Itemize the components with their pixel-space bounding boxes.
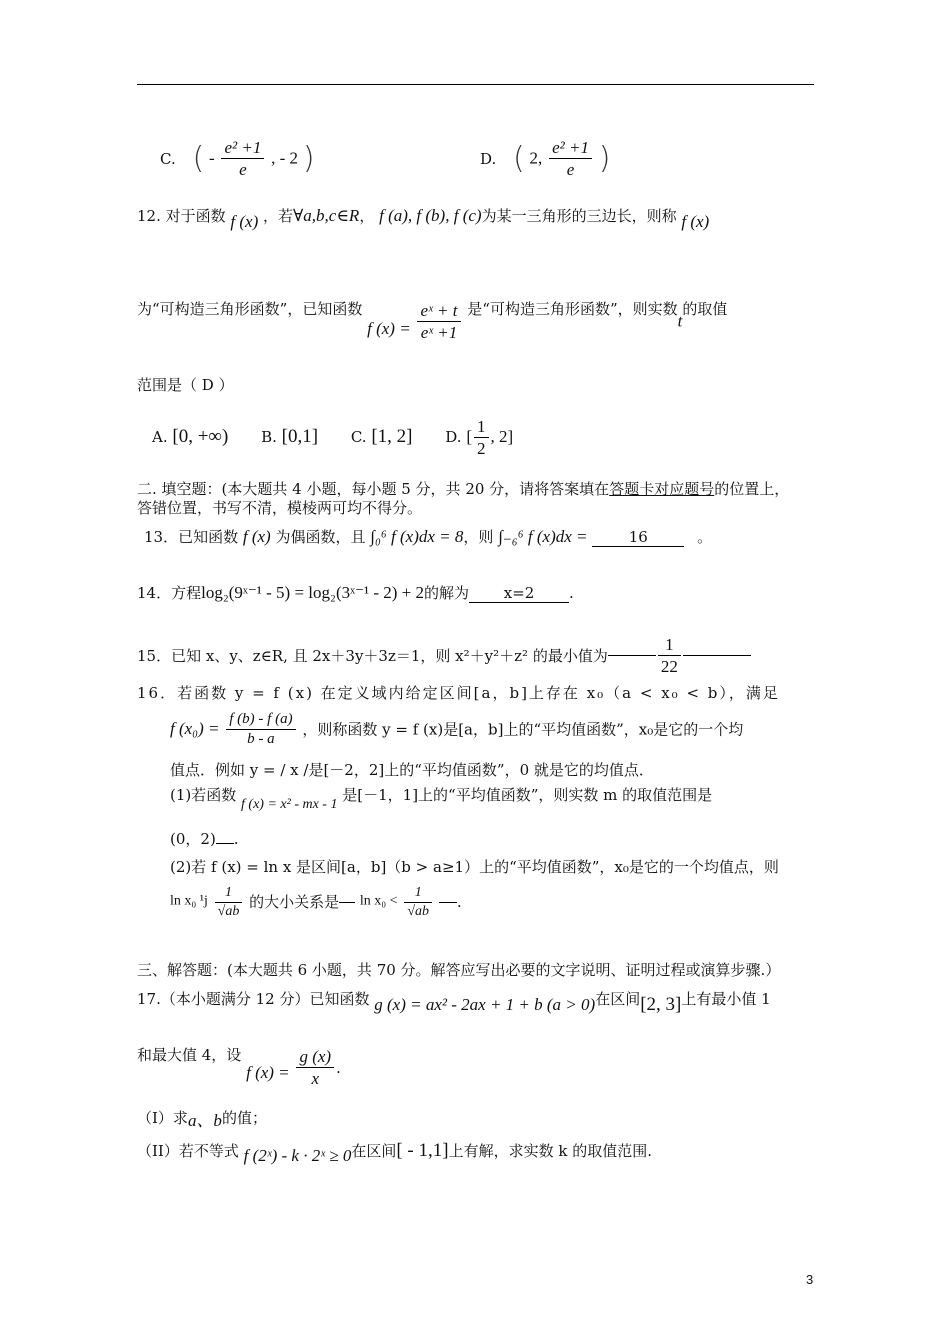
text: 13．已知函数: [144, 528, 239, 546]
text: (1)若函数: [170, 786, 237, 804]
numerator: e² +1: [221, 137, 264, 159]
math-inequality: f (2ˣ) - k · 2ˣ ≥ 0: [243, 1146, 352, 1165]
text: 在区间: [351, 1142, 397, 1160]
right-paren: ): [302, 140, 315, 176]
text: 是“可构造三角形函数”，则实数: [467, 300, 678, 318]
left-term: 2,: [529, 148, 543, 168]
text: 15．已知 x、y、z∈R, 且 2x＋3y＋3z＝1，则 x²＋y²＋z² 的最小值为: [137, 646, 608, 665]
text: 是[－1，1]上的“平均值函数”，则实数 m 的取值范围是: [342, 786, 713, 804]
math-equation: log₂(9ˣ⁻¹ - 5) = log₂(3ˣ⁻¹ - 2) + 2: [201, 583, 425, 602]
q12-line3: [137, 376, 234, 394]
text: .: [569, 584, 574, 602]
denominator: 22: [660, 657, 678, 677]
right-paren: ): [598, 140, 611, 176]
numerator: eˣ + t: [417, 300, 460, 322]
q14: [137, 583, 574, 603]
text: 为“可构造三角形函数”，已知函数: [137, 300, 363, 318]
minus-sign: -: [209, 148, 215, 168]
q17-part2: [137, 1140, 652, 1163]
text: .: [336, 1058, 341, 1077]
option-label: D.: [480, 149, 497, 168]
math-fx: f (x): [230, 212, 259, 231]
q12-line2: [137, 300, 727, 344]
q16-part2-line2: [170, 884, 462, 920]
answer: (0，2): [170, 830, 216, 848]
math-vars: a、b: [187, 1111, 222, 1130]
text: 范围是（ D ）: [137, 376, 234, 394]
page-number: 3: [806, 1272, 814, 1287]
text: 。: [697, 528, 713, 546]
denominator: e: [239, 160, 247, 180]
denominator: e: [566, 160, 575, 180]
text: （II）若不等式: [137, 1142, 239, 1160]
section3-heading: [137, 961, 780, 979]
left-paren: (: [192, 140, 205, 176]
math-expr: ln x₀ ¹j: [170, 893, 208, 909]
text: 的值；: [221, 1109, 267, 1127]
answer-blank: x=2: [469, 584, 569, 603]
section2-heading: [137, 480, 789, 498]
text: (2)若 f (x) = ln x 是区间[a，b]（b > a≥1）上的“平均值函数”，x₀是它的一个均值点，则: [170, 858, 779, 876]
option-label: C.: [160, 149, 176, 168]
answer-blank: [216, 843, 234, 844]
q13: [144, 527, 712, 547]
fraction: [417, 300, 460, 344]
option-value: [1, 2]: [371, 425, 413, 447]
math-f-left: f (x) =: [246, 1062, 290, 1082]
text: 答错位置，书写不清，模棱两可均不得分。: [137, 499, 423, 517]
numerator: 1: [658, 634, 681, 656]
denominator: 2: [477, 439, 486, 459]
q16-part1-answer: [170, 830, 239, 848]
underlined-text: 答题卡对应题号: [609, 480, 715, 498]
answer-fraction: [658, 634, 681, 678]
math-func-left: f (x) =: [367, 318, 411, 338]
left-paren: (: [513, 140, 525, 176]
answer-expr: ln x₀ <: [359, 893, 398, 909]
q17-part1: [137, 1108, 267, 1128]
header-rule: [137, 84, 814, 85]
text: 的大小关系是: [249, 893, 340, 911]
denominator: √ab: [407, 903, 430, 919]
text: ，则称函数 y = f (x)是[a，b]上的“平均值函数”，x₀是它的一个均: [302, 720, 744, 739]
fraction: [549, 137, 592, 181]
text: 和最大值 4，设: [137, 1046, 242, 1064]
option-label: B.: [261, 427, 277, 446]
math-fabc: f (a), f (b), f (c): [379, 206, 482, 225]
answer-blank: 16: [592, 528, 684, 547]
numerator: 1: [215, 884, 243, 903]
fraction: [226, 710, 295, 749]
math-interval: [ - 1,1]: [396, 1140, 449, 1161]
text: 三、解答题：(本大题共 6 小题，共 70 分。解答应写出必要的文字说明、证明过程或演算步骤.）: [137, 961, 781, 979]
text: 上有解，求实数 k 的取值范围.: [448, 1142, 652, 1160]
denominator: eˣ +1: [420, 323, 458, 343]
text: 为偶函数，且: [275, 528, 366, 546]
text: 的取值: [682, 300, 728, 318]
text: 二. 填空题：(本大题共 4 小题，每小题 5 分，共 20 分，请将答案填在: [137, 480, 610, 498]
text: 16．若函数 y = f (x) 在定义域内给定区间[a，b]上存在 x₀（a < x₀ < b），满足: [137, 684, 780, 702]
q12-options: [152, 416, 513, 460]
text: .: [456, 893, 462, 911]
text: 值点．例如 y = / x /是[－2，2]上的“平均值函数”，0 就是它的均值点．: [170, 761, 654, 779]
text: （I）求: [137, 1109, 188, 1127]
numerator: g (x): [296, 1046, 334, 1068]
math-fx: f (x): [681, 212, 710, 231]
text: 在区间: [595, 990, 641, 1008]
answer-blank: [439, 902, 457, 903]
q16-line2: [170, 710, 743, 749]
numerator: 1: [404, 884, 432, 903]
text: 的解为: [424, 584, 470, 602]
math-interval: [2, 3]: [640, 994, 682, 1015]
text: ，若: [263, 207, 294, 225]
math-func: f (x) = x² - mx - 1: [241, 797, 338, 812]
q15: [137, 634, 751, 678]
answer-blank: [608, 655, 656, 656]
text: 上有最小值 1: [681, 990, 771, 1008]
answer-fraction: [404, 884, 432, 920]
answer-blank: [339, 902, 355, 903]
text: 为某一三角形的三边长，则称: [481, 207, 677, 225]
answer-blank: [683, 655, 751, 656]
q16-line1: [137, 684, 780, 702]
option-label: C.: [350, 427, 367, 446]
text: .: [233, 830, 239, 848]
math-fx: f (x): [242, 527, 271, 546]
option-value: , 2]: [490, 426, 514, 446]
fraction: [296, 1046, 334, 1090]
q16-part1: [170, 786, 713, 812]
math-t: t: [677, 311, 683, 331]
math-lhs: f (x₀) =: [170, 719, 220, 739]
q11-option-c: [160, 137, 315, 181]
fraction: [215, 884, 243, 920]
text: 的位置上，: [714, 480, 790, 498]
denominator: √ab: [217, 903, 240, 919]
text: 17.（本小题满分 12 分）已知函数: [137, 990, 370, 1008]
option-label: D.: [445, 427, 462, 446]
math-forall: ∀a,b,c∈R: [293, 206, 360, 225]
numerator: f (b) - f (a): [226, 710, 295, 730]
option-label: A.: [152, 427, 168, 446]
option-value: [0, +∞): [172, 425, 229, 447]
denominator: b - a: [247, 730, 275, 747]
section2-heading-line2: [137, 499, 422, 517]
text: ，则: [463, 528, 494, 546]
option-value: [0,1]: [281, 425, 319, 447]
q16-line3: [170, 761, 654, 779]
numerator: 1: [474, 416, 489, 438]
fraction: [221, 137, 264, 181]
q12-line1: [137, 206, 710, 231]
text: 14．方程: [137, 584, 202, 602]
denominator: x: [311, 1069, 320, 1089]
fraction: [474, 416, 489, 460]
math-integral: ∫₀⁶ f (x)dx = 8: [370, 527, 464, 546]
q16-part2: [170, 858, 779, 876]
q11-option-d: [480, 137, 610, 181]
q17-line1: [137, 988, 771, 1015]
option-value: [: [466, 426, 473, 446]
text: 12. 对于函数: [137, 207, 226, 225]
q17-line2: [137, 1046, 341, 1090]
text: ，: [359, 207, 375, 225]
math-gx: g (x) = ax² - 2ax + 1 + b (a > 0): [374, 995, 596, 1014]
numerator: e² +1: [549, 137, 592, 159]
math-integral: ∫₋₆⁶ f (x)dx =: [498, 527, 588, 546]
right-term: , - 2: [271, 148, 299, 168]
